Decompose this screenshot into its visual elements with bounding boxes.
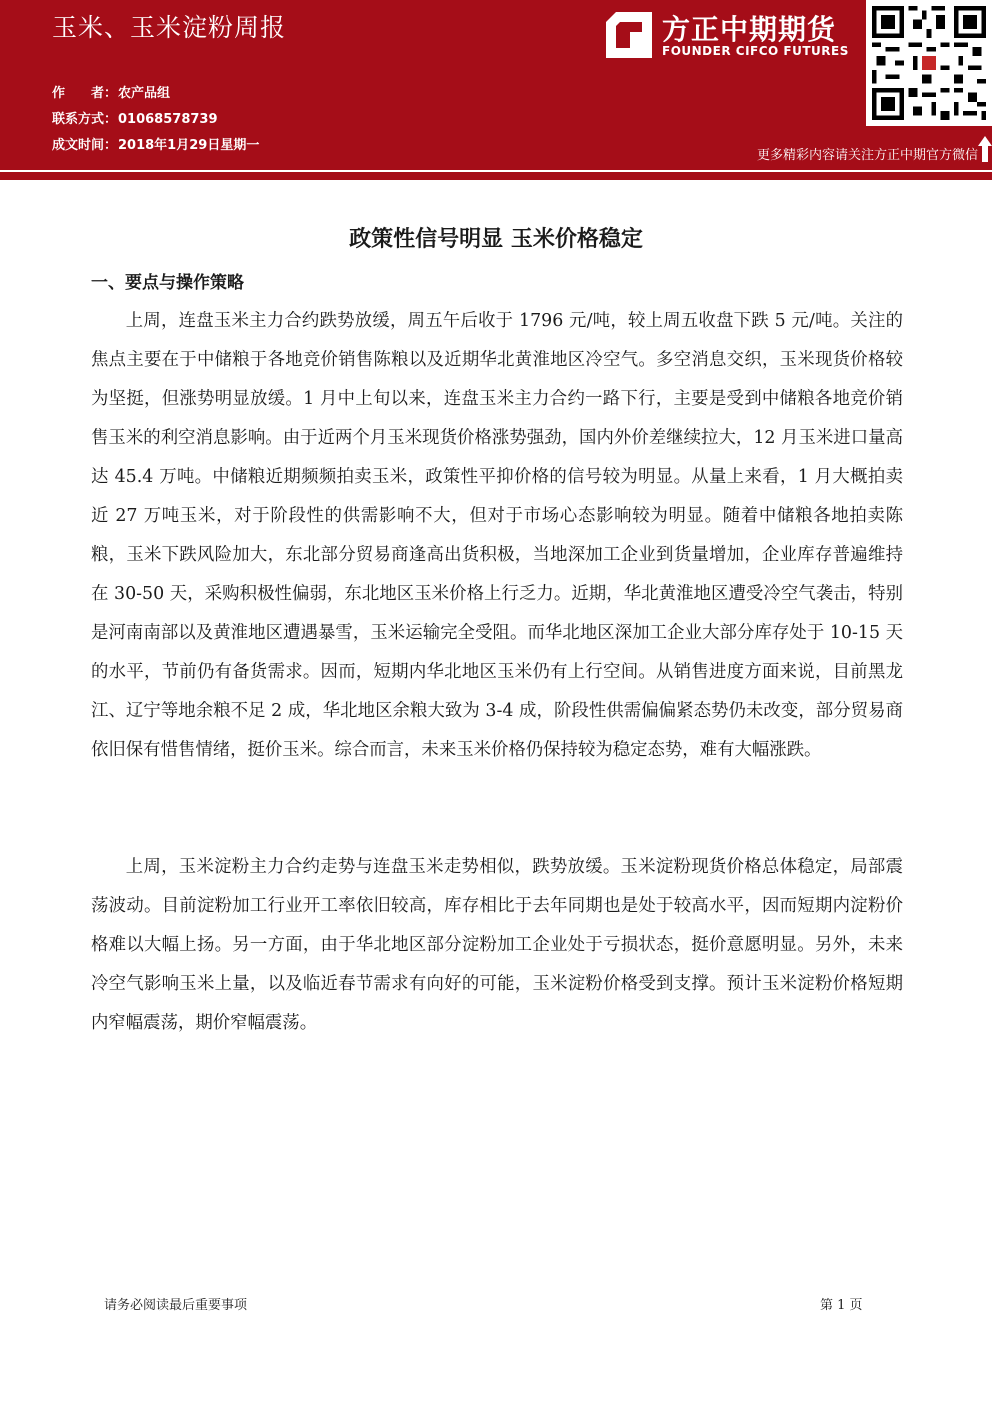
qr-code-icon xyxy=(866,0,992,126)
contact-line xyxy=(52,108,218,127)
contact-label: 联系方式： xyxy=(52,112,118,127)
date-value: 2018年1月29日星期一 xyxy=(118,138,260,153)
report-title: 玉米、玉米淀粉周报 xyxy=(52,13,287,42)
contact-value: 01068578739 xyxy=(118,112,218,127)
author-value: 农产品组 xyxy=(118,86,171,101)
wechat-follow-note: 更多精彩内容请关注方正中期官方微信 xyxy=(756,148,978,163)
document-title: 政策性信号明显 玉米价格稳定 xyxy=(349,227,643,252)
arrow-up-icon xyxy=(978,134,992,164)
date-label: 成文时间： xyxy=(52,138,118,153)
section-title: 一、要点与操作策略 xyxy=(91,273,244,293)
header-divider xyxy=(0,170,992,180)
logo-mark-icon xyxy=(604,10,654,60)
author-label: 作 者： xyxy=(52,86,118,101)
logo-chinese-name: 方正中期期货 xyxy=(662,13,837,46)
date-line xyxy=(52,134,259,153)
author-line xyxy=(52,82,170,101)
page-number: 第 1 页 xyxy=(820,1298,863,1313)
footer-disclaimer: 请务必阅读最后重要事项 xyxy=(104,1298,248,1313)
paragraph-corn: 上周，连盘玉米主力合约跌势放缓，周五午后收于 1796 元/吨，较上周五收盘下跌 5 元/吨。关注的焦点主要在于中储粮于各地竞价销售陈粮以及近期华北黄淮地区冷空气。多空消息交织，玉米现货价格较为坚挺，但涨势明显放缓。1 月中上旬以来，连盘玉米主力合约一路下行，主要是受到中储粮各地竞价销售玉米的利空消息影响。由于近两个月玉米现货价格涨势强劲，国内外价差继续拉大，12 月玉米进口量高达 45.4 万吨。中储粮近期频频拍卖玉米，政策性平抑价格的信号较为明显。从量上来看，1 月大概拍卖近 27 万吨玉米，对于阶段性的供需影响不大，但对于市场心态影响较为明显。随着中储粮各地拍卖陈粮，玉米下跌风险加大，东北部分贸易商逢高出货积极，当地深加工企业到货量增加，企业库存普遍维持在 30-50 天，采购积极性偏弱，东北地区玉米价格上行乏力。近期，华北黄淮地区遭受冷空气袭击，特别是河南南部以及黄淮地区遭遇暴雪，玉米运输完全受阻。而华北地区深加工企业大部分库存处于 10-15 天的水平，节前仍有备货需求。因而，短期内华北地区玉米仍有上行空间。从销售进度方面来说，目前黑龙江、辽宁等地余粮不足 2 成，华北地区余粮大致为 3-4 成，阶段性供需偏偏紧态势仍未改变，部分贸易商依旧保有惜售情绪，挺价玉米。综合而言，未来玉米价格仍保持较为稳定态势，难有大幅涨跌。 xyxy=(91,311,903,760)
paragraph-starch: 上周，玉米淀粉主力合约走势与连盘玉米走势相似，跌势放缓。玉米淀粉现货价格总体稳定，局部震荡波动。目前淀粉加工行业开工率依旧较高，库存相比于去年同期也是处于较高水平，因而短期内淀粉价格难以大幅上扬。另一方面，由于华北地区部分淀粉加工企业处于亏损状态，挺价意愿明显。另外，未来冷空气影响玉米上量，以及临近春节需求有向好的可能，玉米淀粉价格受到支撑。预计玉米淀粉价格短期内窄幅震荡，期价窄幅震荡。 xyxy=(91,857,903,1033)
logo-english-name: FOUNDER CIFCO FUTURES xyxy=(662,44,849,58)
company-logo xyxy=(604,6,864,62)
